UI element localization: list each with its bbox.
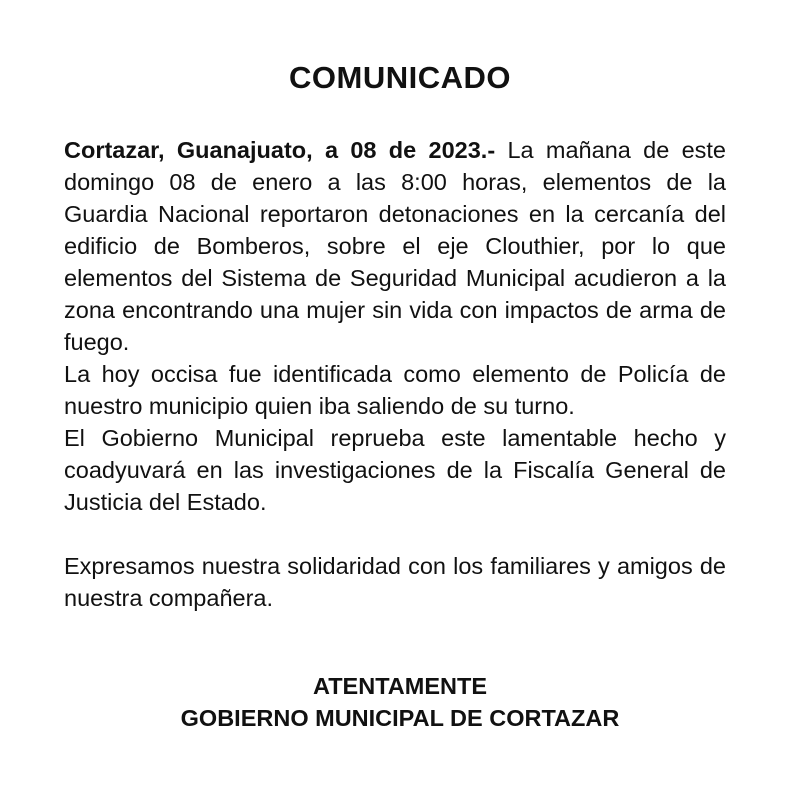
paragraph-1	[64, 134, 726, 358]
paragraph-4: Expresamos nuestra solidaridad con los familiares y amigos de nuestra compañera.	[64, 553, 726, 611]
signatory-name: GOBIERNO MUNICIPAL DE CORTAZAR	[180, 705, 620, 731]
document-title: COMUNICADO	[289, 60, 511, 95]
paragraph-2: La hoy occisa fue identificada como elemento de Policía de nuestro municipio quien iba saliendo de su turno.	[64, 361, 726, 419]
paragraph-spacer	[64, 518, 726, 550]
paragraph-3: El Gobierno Municipal reprueba este lamentable hecho y coadyuvará en las investigaciones de la Fiscalía General de Justicia del Estado.	[64, 425, 726, 515]
document-body	[64, 134, 726, 614]
signature-block	[0, 670, 800, 734]
paragraph-1-text: La mañana de este domingo 08 de enero a las 8:00 horas, elementos de la Guardia Nacional reportaron detonaciones en la cercanía del edificio de Bomberos, sobre el eje Clouthier, por lo que elementos del Sistema de Seguridad Municipal acudieron a la zona encontrando una mujer sin vida con impactos de arma de fuego.	[64, 137, 726, 355]
closing-text: ATENTAMENTE	[312, 673, 488, 699]
dateline: Cortazar, Guanajuato, a 08 de 2023.-	[64, 137, 496, 163]
